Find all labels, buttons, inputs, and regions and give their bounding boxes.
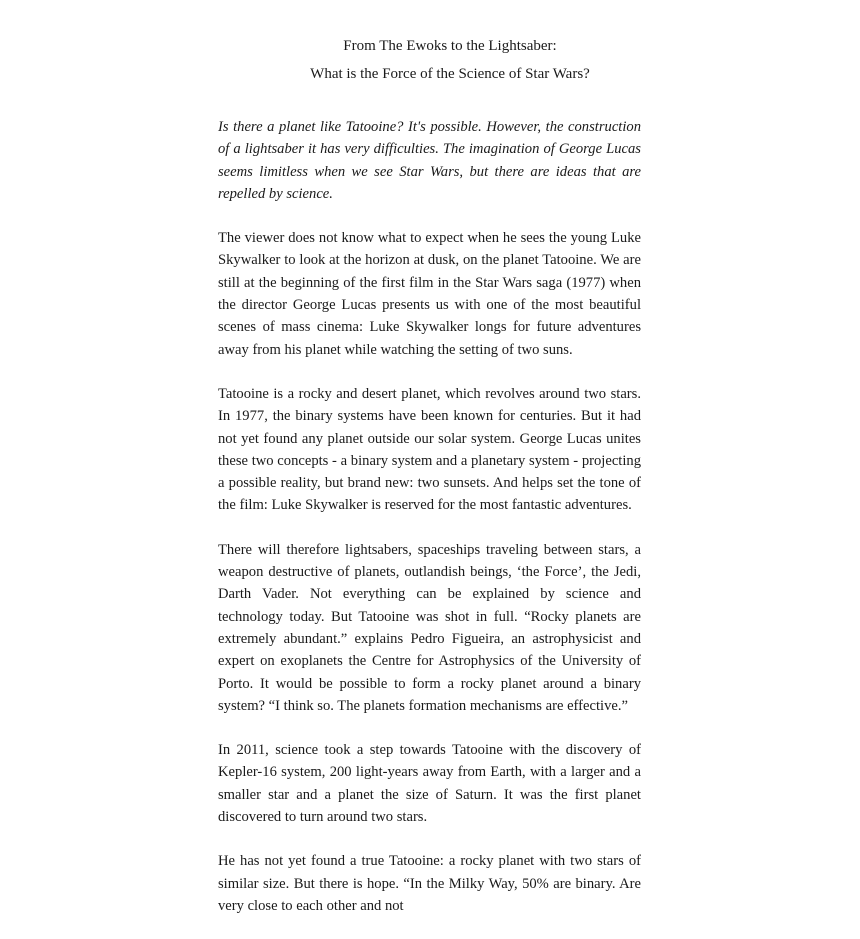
lead-paragraph: Is there a planet like Tatooine? It's possible. However, the construction of a lightsaber it has very difficulties. The imagination of George Lucas seems limitless when we see Star Wars, but there are ideas that are repelled by science. xyxy=(218,119,641,202)
article-body xyxy=(218,116,641,939)
paragraph-5: He has not yet found a true Tatooine: a rocky planet with two stars of similar size. But there is hope. “In the Milky Way, 50% are binary. Are very close to each other and not xyxy=(218,853,641,914)
paragraph-3: There will therefore lightsabers, spaceships traveling between stars, a weapon destructive of planets, outlandish beings, ‘the Force’, the Jedi, Darth Vader. Not everything can be explained by science and technology today. But Tatooine was shot in full. “Rocky planets are extremely abundant.” explains Pedro Figueira, an astrophysicist and expert on exoplanets the Centre for Astrophysics of the University of Porto. It would be possible to form a rocky planet around a binary system? “I think so. The planets formation mechanisms are effective.” xyxy=(218,541,641,714)
title-line-1: From The Ewoks to the Lightsaber: xyxy=(343,38,557,54)
paragraph-2: Tatooine is a rocky and desert planet, which revolves around two stars. In 1977, the binary systems have been known for centuries. But it had not yet found any planet outside our solar system. George Lucas unites these two concepts - a binary system and a planetary system - projecting a possible reality, but brand new: two sunsets. And helps set the tone of the film: Luke Skywalker is reserved for the most fantastic adventures. xyxy=(218,385,641,514)
paragraph-4: In 2011, science took a step towards Tatooine with the discovery of Kepler-16 system, 200 light-years away from Earth, with a larger and a smaller star and a planet the size of Saturn. It was the first planet discovered to turn around two stars. xyxy=(218,742,641,826)
title-line-2: What is the Force of the Science of Star Wars? xyxy=(310,66,590,82)
paragraph-1: The viewer does not know what to expect when he sees the young Luke Skywalker to look at the horizon at dusk, on the planet Tatooine. We are still at the beginning of the first film in the Star Wars saga (1977) when the director George Lucas presents us with one of the most beautiful scenes of mass cinema: Luke Skywalker longs for future adventures away from his planet while watching the setting of two suns. xyxy=(218,230,641,358)
